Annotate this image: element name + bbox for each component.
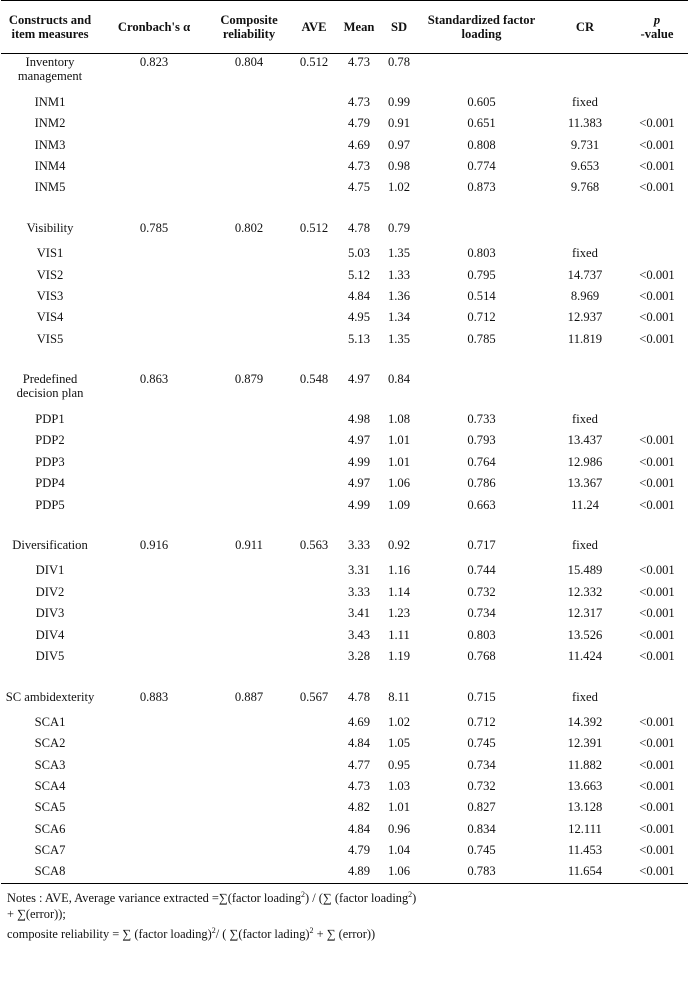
cell-sd: 1.09 <box>387 497 411 512</box>
cell-sd: 1.35 <box>387 246 411 261</box>
cell-mean: 5.13 <box>347 331 371 346</box>
header-row <box>1 1 688 54</box>
cell-sd: 1.19 <box>387 648 411 663</box>
cell-p: <0.001 <box>639 584 675 599</box>
cell-name: DIV2 <box>35 584 65 599</box>
cell-p: <0.001 <box>639 800 675 815</box>
table-row <box>1 409 688 430</box>
cell-loading: 0.834 <box>467 821 496 836</box>
cell-p <box>626 371 688 409</box>
cell-name: SC ambidexterity <box>5 689 95 704</box>
cell-sd: 1.01 <box>387 454 411 469</box>
cell-name: PDP5 <box>35 497 65 512</box>
table-body <box>1 54 688 884</box>
cell-cr: 12.111 <box>568 821 602 836</box>
cell-loading: 0.786 <box>467 476 496 491</box>
cell-p: <0.001 <box>639 433 675 448</box>
cell-sd: 0.92 <box>387 538 411 553</box>
cell-sd: 1.14 <box>387 584 411 599</box>
cell-sd: 1.02 <box>387 180 411 195</box>
cell-mean: 4.97 <box>347 476 371 491</box>
cell-mean: 3.43 <box>347 627 371 642</box>
cell-name: SCA5 <box>34 800 66 815</box>
cell-name: PDP4 <box>35 476 65 491</box>
cell-loading: 0.605 <box>467 94 496 109</box>
table-row <box>1 840 688 861</box>
table-row <box>1 561 688 582</box>
table-row <box>1 798 688 819</box>
cell-name: VIS2 <box>36 267 64 282</box>
cell-loading: 0.783 <box>467 864 496 879</box>
cell-cr: 12.317 <box>567 606 603 621</box>
cell-mean: 4.75 <box>347 180 371 195</box>
cell-composite: 0.887 <box>234 689 264 704</box>
cell-cr: fixed <box>572 246 598 261</box>
construct-row <box>1 371 688 409</box>
cell-p: <0.001 <box>639 267 675 282</box>
cell-cr: 12.986 <box>567 454 603 469</box>
cell-p: <0.001 <box>639 331 675 346</box>
cell-mean: 5.12 <box>347 267 371 282</box>
cell-loading: 0.745 <box>467 843 496 858</box>
cell-loading: 0.732 <box>467 778 496 793</box>
cell-name: SCA8 <box>34 864 66 879</box>
cell-mean: 4.69 <box>347 137 371 152</box>
cell-loading: 0.774 <box>467 158 496 173</box>
cell-mean: 5.03 <box>347 246 371 261</box>
cell-sd: 1.01 <box>387 433 411 448</box>
col-header-p <box>626 1 688 54</box>
cell-cr: 12.332 <box>567 584 603 599</box>
cell-cr: 14.392 <box>567 714 603 729</box>
cell-cr <box>544 220 626 243</box>
table-row <box>1 243 688 264</box>
cell-p: <0.001 <box>639 606 675 621</box>
cell-loading <box>419 54 544 92</box>
cell-name: SCA6 <box>34 821 66 836</box>
cell-mean: 4.78 <box>347 220 371 235</box>
cell-mean: 3.28 <box>347 648 371 663</box>
cell-p: <0.001 <box>639 563 675 578</box>
cell-loading: 0.712 <box>467 714 496 729</box>
cell-name: PDP1 <box>35 412 65 427</box>
cell-cr: 11.24 <box>571 497 599 512</box>
cell-p: <0.001 <box>639 454 675 469</box>
cell-cr: 11.424 <box>567 648 603 663</box>
cell-composite: 0.911 <box>235 538 263 553</box>
cell-name: PDP3 <box>35 454 65 469</box>
cell-p: <0.001 <box>639 627 675 642</box>
table-row <box>1 582 688 603</box>
table-row <box>1 178 688 199</box>
cell-loading: 0.793 <box>467 433 496 448</box>
cell-loading: 0.734 <box>467 757 496 772</box>
table-row <box>1 733 688 754</box>
cell-sd: 1.05 <box>387 736 411 751</box>
cell-alpha: 0.916 <box>139 538 169 553</box>
cell-mean: 4.82 <box>347 800 371 815</box>
cell-cr: 9.768 <box>570 180 600 195</box>
cell-sd: 1.03 <box>387 778 411 793</box>
cell-cr: 14.737 <box>567 267 603 282</box>
cell-loading: 0.803 <box>467 246 496 261</box>
cell-sd: 1.06 <box>387 476 411 491</box>
cell-cr <box>544 54 626 92</box>
cell-composite: 0.879 <box>234 372 264 387</box>
construct-row <box>1 54 688 92</box>
cell-p: <0.001 <box>639 864 675 879</box>
cell-sd: 1.02 <box>387 714 411 729</box>
cell-loading: 0.715 <box>467 689 496 704</box>
table-row <box>1 431 688 452</box>
cell-name: INM1 <box>34 94 66 109</box>
cell-cr: 13.526 <box>567 627 603 642</box>
cell-loading: 0.744 <box>467 563 496 578</box>
cell-sd: 1.23 <box>387 606 411 621</box>
cell-mean: 4.84 <box>347 736 371 751</box>
cell-name: VIS1 <box>36 246 64 261</box>
cell-sd: 0.95 <box>387 757 411 772</box>
cell-loading: 0.873 <box>467 180 496 195</box>
cell-p: <0.001 <box>639 714 675 729</box>
cell-sd: 0.78 <box>387 55 411 69</box>
cell-mean: 3.31 <box>347 563 371 578</box>
cell-p: <0.001 <box>639 310 675 325</box>
cell-alpha: 0.883 <box>139 689 169 704</box>
cell-p: <0.001 <box>639 180 675 195</box>
cell-cr: 11.383 <box>567 116 603 131</box>
cell-p: <0.001 <box>639 158 675 173</box>
cell-name: Predefined decision plan <box>16 372 84 401</box>
cell-cr: fixed <box>572 538 598 553</box>
cell-composite: 0.804 <box>234 55 264 69</box>
cell-sd: 1.35 <box>387 331 411 346</box>
cell-loading: 0.734 <box>467 606 496 621</box>
cell-p: <0.001 <box>639 476 675 491</box>
cell-name: DIV5 <box>35 648 65 663</box>
cell-name: PDP2 <box>35 433 65 448</box>
cell-cr: 11.819 <box>567 331 603 346</box>
cell-name: Visibility <box>26 220 74 235</box>
cell-mean: 4.78 <box>347 689 371 704</box>
cell-p: <0.001 <box>639 288 675 303</box>
table-row <box>1 265 688 286</box>
cell-sd: 0.84 <box>387 372 411 387</box>
table-row <box>1 495 688 516</box>
cell-loading: 0.768 <box>467 648 496 663</box>
cell-mean: 4.98 <box>347 412 371 427</box>
cell-mean: 3.41 <box>347 606 371 621</box>
cell-mean: 4.79 <box>347 116 371 131</box>
cell-ave: 0.512 <box>299 55 329 69</box>
cell-sd: 0.97 <box>387 137 411 152</box>
p-suffix: -value <box>640 27 674 41</box>
cell-name: DIV3 <box>35 606 65 621</box>
cell-alpha: 0.863 <box>139 372 169 387</box>
cell-p: <0.001 <box>639 137 675 152</box>
col-header-composite: Composite reliability <box>209 1 289 54</box>
table-row <box>1 452 688 473</box>
cell-mean: 3.33 <box>347 584 371 599</box>
cell-mean: 4.73 <box>347 55 371 69</box>
cell-name: INM5 <box>34 180 66 195</box>
cell-loading: 0.514 <box>467 288 496 303</box>
table-row <box>1 862 688 884</box>
cell-p: <0.001 <box>639 843 675 858</box>
cell-loading: 0.717 <box>467 538 496 553</box>
table-row <box>1 135 688 156</box>
table-row <box>1 776 688 797</box>
spacer-row <box>1 668 688 689</box>
col-header-alpha: Cronbach's α <box>99 1 209 54</box>
cell-p <box>626 243 688 264</box>
cell-cr: fixed <box>572 94 598 109</box>
cell-p: <0.001 <box>639 648 675 663</box>
cell-p: <0.001 <box>639 821 675 836</box>
spacer-row <box>1 350 688 371</box>
table-row <box>1 755 688 776</box>
cell-cr: fixed <box>572 412 598 427</box>
note-row-2 <box>1 922 688 942</box>
cell-name: SCA2 <box>34 736 66 751</box>
table-row <box>1 156 688 177</box>
cell-loading: 0.803 <box>467 627 496 642</box>
cell-name: SCA3 <box>34 757 66 772</box>
cell-mean: 4.97 <box>347 372 371 387</box>
col-header-ave: AVE <box>289 1 339 54</box>
table-row <box>1 329 688 350</box>
cell-sd: 0.99 <box>387 94 411 109</box>
cell-mean: 4.97 <box>347 433 371 448</box>
construct-row <box>1 220 688 243</box>
cell-loading: 0.663 <box>467 497 496 512</box>
cell-loading: 0.808 <box>467 137 496 152</box>
p-symbol: p <box>653 12 661 27</box>
cell-name: INM3 <box>34 137 66 152</box>
col-header-mean: Mean <box>339 1 379 54</box>
cell-mean: 4.77 <box>347 757 371 772</box>
cell-sd: 0.79 <box>387 220 411 235</box>
cell-name: Inventory management <box>17 55 83 83</box>
cell-cr: 12.937 <box>567 310 603 325</box>
cell-p <box>626 409 688 430</box>
construct-row <box>1 689 688 712</box>
cell-cr: 13.367 <box>567 476 603 491</box>
cell-name: VIS4 <box>36 310 64 325</box>
reliability-table <box>1 0 688 942</box>
spacer-row <box>1 516 688 537</box>
cell-sd: 0.98 <box>387 158 411 173</box>
cell-mean: 4.69 <box>347 714 371 729</box>
cell-mean: 4.89 <box>347 864 371 879</box>
cell-cr: 9.731 <box>570 137 600 152</box>
cell-loading: 0.651 <box>467 116 496 131</box>
cell-sd: 1.01 <box>387 800 411 815</box>
cell-mean: 4.99 <box>347 454 371 469</box>
cell-mean: 3.33 <box>347 538 371 553</box>
cell-p <box>626 537 688 560</box>
cell-name: SCA7 <box>34 843 66 858</box>
cell-loading: 0.745 <box>467 736 496 751</box>
cell-cr: 11.654 <box>567 864 603 879</box>
table-row <box>1 473 688 494</box>
cell-loading: 0.733 <box>467 412 496 427</box>
cell-sd: 1.04 <box>387 843 411 858</box>
cell-mean: 4.73 <box>347 158 371 173</box>
cell-p: <0.001 <box>639 497 675 512</box>
cell-p <box>626 689 688 712</box>
cell-loading: 0.795 <box>467 267 496 282</box>
cell-mean: 4.79 <box>347 843 371 858</box>
cell-sd: 1.33 <box>387 267 411 282</box>
cell-name: SCA1 <box>34 714 66 729</box>
table-row <box>1 646 688 667</box>
cell-sd: 8.11 <box>388 689 410 704</box>
cell-loading <box>419 220 544 243</box>
col-header-loading: Standardized factor loading <box>419 1 544 54</box>
cell-p <box>626 92 688 113</box>
cell-sd: 1.11 <box>388 627 410 642</box>
cell-mean: 4.99 <box>347 497 371 512</box>
cell-name: SCA4 <box>34 778 66 793</box>
cell-name: VIS5 <box>36 331 64 346</box>
cell-p <box>626 54 688 92</box>
cell-composite: 0.802 <box>234 220 264 235</box>
cell-sd: 1.34 <box>387 310 411 325</box>
cell-alpha: 0.785 <box>139 220 169 235</box>
table-row <box>1 712 688 733</box>
cell-p: <0.001 <box>639 116 675 131</box>
cell-sd: 0.96 <box>387 821 411 836</box>
cell-p: <0.001 <box>639 757 675 772</box>
col-header-construct: Constructs and item measures <box>1 1 99 54</box>
cell-cr: 15.489 <box>567 563 603 578</box>
cell-cr: fixed <box>572 689 598 704</box>
cell-name: INM4 <box>34 158 66 173</box>
table-row <box>1 625 688 646</box>
cell-ave: 0.567 <box>299 689 329 704</box>
cell-cr: 9.653 <box>570 158 600 173</box>
cell-mean: 4.73 <box>347 94 371 109</box>
cell-name: Diversification <box>12 538 88 553</box>
note-ave: Notes : AVE, Average variance extracted =∑(factor loading$^2$) / (∑ (factor loading$^2$) + ∑(error)); <box>1 884 419 923</box>
note-composite: composite reliability = ∑ (factor loading)$^2$/ ( ∑(factor lading)$^2$ + ∑ (error)) <box>7 926 376 942</box>
cell-loading: 0.785 <box>467 331 496 346</box>
cell-p: <0.001 <box>639 736 675 751</box>
cell-cr: 13.663 <box>567 778 603 793</box>
cell-sd: 1.08 <box>387 412 411 427</box>
cell-mean: 4.84 <box>347 288 371 303</box>
cell-alpha: 0.823 <box>139 55 169 69</box>
cell-name: INM2 <box>34 116 66 131</box>
cell-loading: 0.764 <box>467 454 496 469</box>
cell-cr: 11.453 <box>567 843 603 858</box>
cell-loading: 0.712 <box>467 310 496 325</box>
cell-loading: 0.732 <box>467 584 496 599</box>
cell-cr: 8.969 <box>570 288 600 303</box>
cell-name: DIV4 <box>35 627 65 642</box>
cell-cr: 13.128 <box>567 800 603 815</box>
cell-name: VIS3 <box>36 288 64 303</box>
cell-sd: 1.06 <box>387 864 411 879</box>
table-row <box>1 286 688 307</box>
table-row <box>1 603 688 624</box>
cell-mean: 4.84 <box>347 821 371 836</box>
cell-mean: 4.73 <box>347 778 371 793</box>
cell-loading: 0.827 <box>467 800 496 815</box>
note-row-1 <box>1 884 688 923</box>
construct-row <box>1 537 688 560</box>
table-row <box>1 113 688 134</box>
col-header-sd: SD <box>379 1 419 54</box>
col-header-cr: CR <box>544 1 626 54</box>
cell-ave: 0.563 <box>299 538 329 553</box>
table-row <box>1 92 688 113</box>
cell-sd: 1.36 <box>387 288 411 303</box>
cell-sd: 1.16 <box>387 563 411 578</box>
cell-cr: 13.437 <box>567 433 603 448</box>
cell-name: DIV1 <box>35 563 65 578</box>
cell-mean: 4.95 <box>347 310 371 325</box>
cell-cr <box>544 371 626 409</box>
cell-loading <box>419 371 544 409</box>
spacer-row <box>1 199 688 220</box>
table-row <box>1 308 688 329</box>
cell-p <box>626 220 688 243</box>
table-row <box>1 819 688 840</box>
cell-sd: 0.91 <box>387 116 411 131</box>
cell-ave: 0.548 <box>299 372 329 387</box>
cell-cr: 11.882 <box>567 757 603 772</box>
cell-p: <0.001 <box>639 778 675 793</box>
cell-cr: 12.391 <box>567 736 603 751</box>
cell-ave: 0.512 <box>299 220 329 235</box>
